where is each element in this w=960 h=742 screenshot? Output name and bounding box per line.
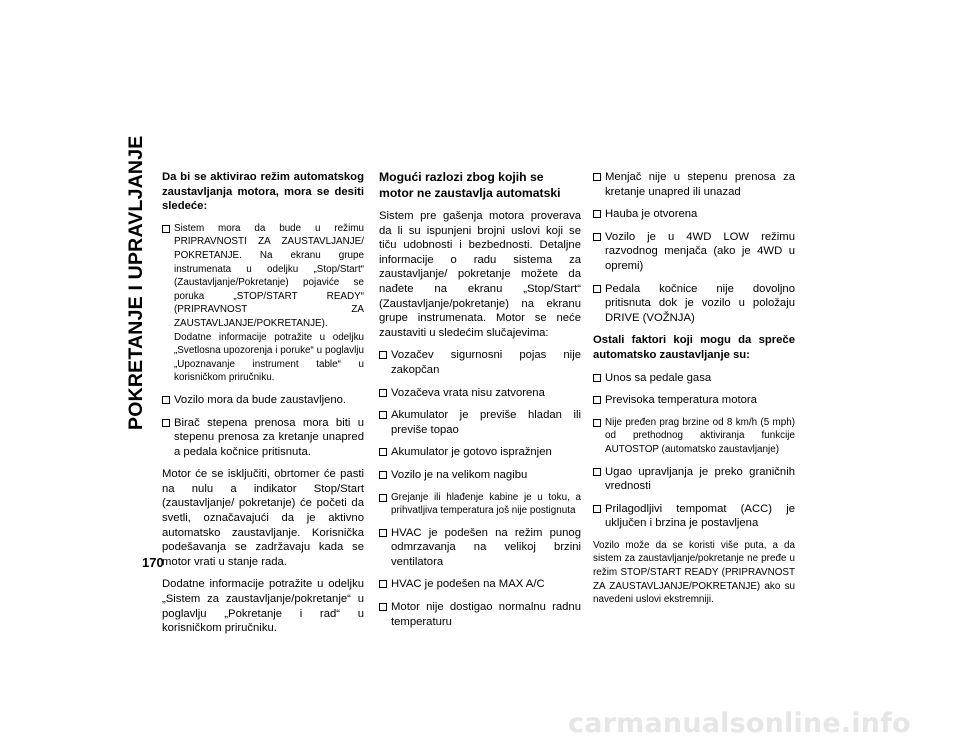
checkbox-bullet-icon xyxy=(379,529,387,537)
checkbox-bullet-icon xyxy=(593,233,601,241)
list-item-text: Nije pređen prag brzine od 8 km/h (5 mph) od prethodnog aktiviranja funkcije AUTOSTOP (automatsko zaustavljanje) xyxy=(605,416,795,455)
list-item xyxy=(379,445,581,460)
column-right xyxy=(593,170,795,615)
list-item xyxy=(593,207,795,222)
checkbox-bullet-icon xyxy=(593,396,601,404)
checkbox-bullet-icon xyxy=(162,419,170,427)
list-item xyxy=(379,526,581,570)
list-item xyxy=(162,222,364,385)
checkbox-bullet-icon xyxy=(162,396,170,404)
checkbox-bullet-icon xyxy=(593,419,601,427)
list-item xyxy=(379,348,581,377)
list-item xyxy=(593,282,795,326)
checkbox-bullet-icon xyxy=(379,411,387,419)
checkbox-bullet-icon xyxy=(593,285,601,293)
list-item-text: Menjač nije u stepenu prenosa za kretanje unapred ili unazad xyxy=(605,171,795,198)
list-item-text: Hauba je otvorena xyxy=(605,208,698,221)
list-item-text: Birač stepena prenosa mora biti u stepenu prenosa za kretanje unapred a pedala kočnice pritisnuta. xyxy=(174,416,364,458)
section-heading: Ostali faktori koji mogu da spreče automatsko zaustavljanje su: xyxy=(593,334,795,361)
list-item xyxy=(379,600,581,629)
list-item-text: Vozilo mora da bude zaustavljeno. xyxy=(174,393,347,406)
list-item xyxy=(593,393,795,408)
checkbox-bullet-icon xyxy=(593,468,601,476)
list-item xyxy=(162,416,364,460)
checkbox-bullet-icon xyxy=(379,471,387,479)
checkbox-bullet-icon xyxy=(593,210,601,218)
body-paragraph: Motor će se isključiti, obrtomer će pasti na nulu a indikator Stop/Start (zaustavljanje/ pokretanje) će početi da svetli, označavajući da je aktivno automatsko zaustavljanje. Korisnička podešavanja se zadržavaju kada se motor vrati u stanje rada. xyxy=(162,468,364,568)
list-item xyxy=(379,468,581,483)
list-item xyxy=(593,230,795,274)
list-item-text: Akumulator je gotovo ispražnjen xyxy=(391,446,552,459)
list-item-text: Prilagodljivi tempomat (ACC) je uključen i brzina je postavljena xyxy=(605,502,795,530)
checkbox-bullet-icon xyxy=(379,389,387,397)
chapter-side-title: POKRETANJE I UPRAVLJANJE xyxy=(125,135,147,430)
list-item-text: Previsoka temperatura motora xyxy=(605,394,757,407)
list-item xyxy=(379,386,581,401)
column-middle xyxy=(379,170,581,637)
list-item-text: Akumulator je previše hladan ili previše topao xyxy=(391,409,581,436)
watermark-text: carmanualsonline.info xyxy=(568,708,911,739)
list-item-text: Sistem mora da bude u režimu PRIPRAVNOSTI ZA ZAUSTAVLJANJE/ POKRETANJE. Na ekranu grupe instrumenata u odeljku „Stop/Start“ (Zaustavljanje/Pokretanje) pojaviće se poruka „STOP/START READY“ (PRIPRAVNOST ZA ZAUSTAVLJANJE/POKRETANJE). Dodatne informacije potražite u odeljku „Svetlosna upozorenja i poruke“ u poglavlju „Upoznavanje instrument table“ u korisničkom priručniku. xyxy=(174,222,364,384)
list-item xyxy=(593,502,795,531)
list-item xyxy=(593,170,795,199)
body-paragraph: Dodatne informacije potražite u odeljku „Sistem za zaustavljanje/pokretanje“ u poglavlju „Pokretanje i rad“ u korisničkom priručniku. xyxy=(162,578,364,635)
section-heading: Da bi se aktivirao režim automatskog zaustavljanja motora, mora se desiti sledeće: xyxy=(162,171,364,213)
list-item-text: HVAC je podešen na režim punog odmrzavanja na velikoj brzini ventilatora xyxy=(391,526,581,568)
list-item-text: Vozilo je na velikom nagibu xyxy=(391,468,528,481)
list-item xyxy=(162,393,364,408)
page-number: 170 xyxy=(142,555,164,570)
checkbox-bullet-icon xyxy=(162,225,170,233)
checkbox-bullet-icon xyxy=(379,603,387,611)
list-item xyxy=(379,491,581,518)
list-item-text: Pedala kočnice nije dovoljno pritisnuta dok je vozilo u položaju DRIVE (VOŽNJA) xyxy=(605,282,795,324)
checkbox-bullet-icon xyxy=(379,494,387,502)
checkbox-bullet-icon xyxy=(379,580,387,588)
checkbox-bullet-icon xyxy=(379,351,387,359)
list-item xyxy=(379,577,581,592)
list-item-text: HVAC je podešen na MAX A/C xyxy=(391,578,545,591)
list-item xyxy=(593,371,795,386)
list-item xyxy=(379,408,581,437)
list-item-text: Motor nije dostigao normalnu radnu temperaturu xyxy=(391,601,581,628)
body-paragraph: Sistem pre gašenja motora proverava da li su ispunjeni brojni uslovi koji se tiču udobnosti i bezbednosti. Detaljne informacije o radu sistema za zaustavljanje/ pokretanje možete da nađete na ekranu „Stop/Start“ (Zaustavljanje/pokretanje) na ekranu grupe instrumenata. Motor se neće zaustaviti u sledećim slučajevima: xyxy=(379,210,581,339)
note-paragraph: Vozilo može da se koristi više puta, a da sistem za zaustavljanje/pokretanje ne pređe u režim STOP/START READY (PRIPRAVNOST ZA ZAUSTAVLJANJE/POKRETANJE) ako su navedeni uslovi ekstremniji. xyxy=(593,539,795,606)
list-item-text: Vozilo je u 4WD LOW režimu razvodnog menjača (ako je 4WD u opremi) xyxy=(605,230,795,272)
list-item xyxy=(593,465,795,494)
section-heading: Mogući razlozi zbog kojih se motor ne zaustavlja automatski xyxy=(379,170,561,200)
list-item-text: Ugao upravljanja je preko graničnih vrednosti xyxy=(605,465,795,493)
list-item-text: Unos sa pedale gasa xyxy=(605,371,712,384)
checkbox-bullet-icon xyxy=(593,505,601,513)
checkbox-bullet-icon xyxy=(379,448,387,456)
list-item-text: Grejanje ili hlađenje kabine je u toku, a prihvatljiva temperatura još nije postignuta xyxy=(391,491,581,517)
checkbox-bullet-icon xyxy=(593,173,601,181)
list-item-text: Vozačev sigurnosni pojas nije zakopčan xyxy=(391,349,581,376)
column-left xyxy=(162,170,364,644)
list-item-text: Vozačeva vrata nisu zatvorena xyxy=(391,386,545,399)
list-item xyxy=(593,416,795,457)
checkbox-bullet-icon xyxy=(593,374,601,382)
